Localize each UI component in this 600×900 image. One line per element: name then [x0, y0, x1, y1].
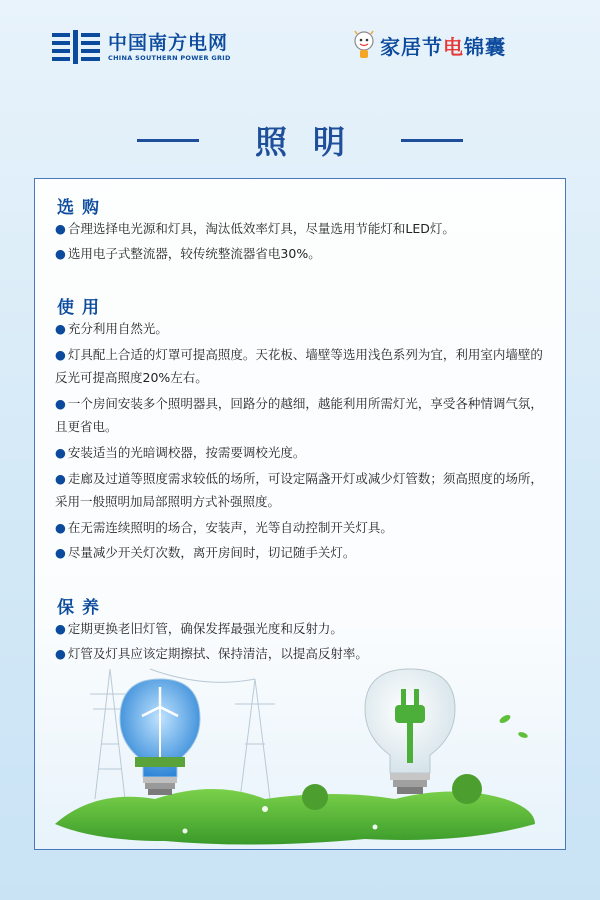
list-item: ● 灯具配上合适的灯罩可提高照度。天花板、墙壁等选用浅色系列为宜，利用室内墙壁的反光可提高照度20%左右。	[55, 347, 543, 385]
section-title-purchase: 选购	[57, 198, 107, 218]
content-panel	[34, 178, 566, 850]
mascot-icon	[352, 30, 376, 60]
list-item: ● 尽量减少开关灯次数，离开房间时，切记随手关灯。	[55, 545, 356, 560]
list-item: ● 合理选择电光源和灯具，淘汰低效率灯具，尽量选用节能灯和LED灯。	[55, 221, 455, 236]
list-item: ● 一个房间安装多个照明器具，回路分的越细，越能利用所需灯光，享受各种情调气氛，且更省电。	[55, 396, 543, 434]
leaf-icon	[517, 731, 528, 739]
section-title-usage: 使用	[57, 298, 107, 318]
csg-emblem-icon	[52, 30, 100, 64]
tree-icon	[452, 774, 482, 804]
title-divider-right	[401, 139, 463, 142]
list-item: ● 定期更换老旧灯管，确保发挥最强光度和反射力。	[55, 621, 343, 636]
list-item: ● 在无需连续照明的场合，安装声，光等自动控制开关灯具。	[55, 520, 393, 535]
page-title-row	[0, 112, 600, 168]
campaign-logo	[352, 30, 506, 60]
list-item: ● 走廊及过道等照度需求较低的场所，可设定隔盏开灯或减少灯管数；须高照度的场所，采用一般照明加局部照明方式补强照度。	[55, 471, 543, 509]
csg-name-cn: 中国南方电网	[108, 31, 229, 54]
campaign-suffix: 锦囊	[464, 34, 506, 59]
list-item: ● 充分利用自然光。	[55, 321, 168, 336]
header	[0, 0, 600, 90]
campaign-prefix: 家居节	[380, 34, 443, 59]
leaf-icon	[498, 713, 511, 724]
eco-lightbulb-illustration	[35, 649, 566, 850]
csg-name-en: CHINA SOUTHERN POWER GRID	[108, 53, 231, 62]
wind-bulb-icon	[120, 679, 200, 795]
list-item: ● 灯管及灯具应该定期擦拭、保持清洁，以提高反射率。	[55, 646, 368, 661]
page-title: 照明	[254, 123, 371, 161]
list-item: ● 安装适当的光暗调校器，按需要调校光度。	[55, 445, 306, 460]
green-plug-bulb-icon	[365, 669, 455, 794]
tree-icon	[302, 784, 328, 810]
campaign-bolt: 电	[443, 34, 464, 59]
csg-logo	[52, 30, 231, 64]
title-divider-left	[137, 139, 199, 142]
section-title-maintenance: 保养	[57, 598, 107, 618]
list-item: ● 选用电子式整流器，较传统整流器省电30%。	[55, 246, 321, 261]
